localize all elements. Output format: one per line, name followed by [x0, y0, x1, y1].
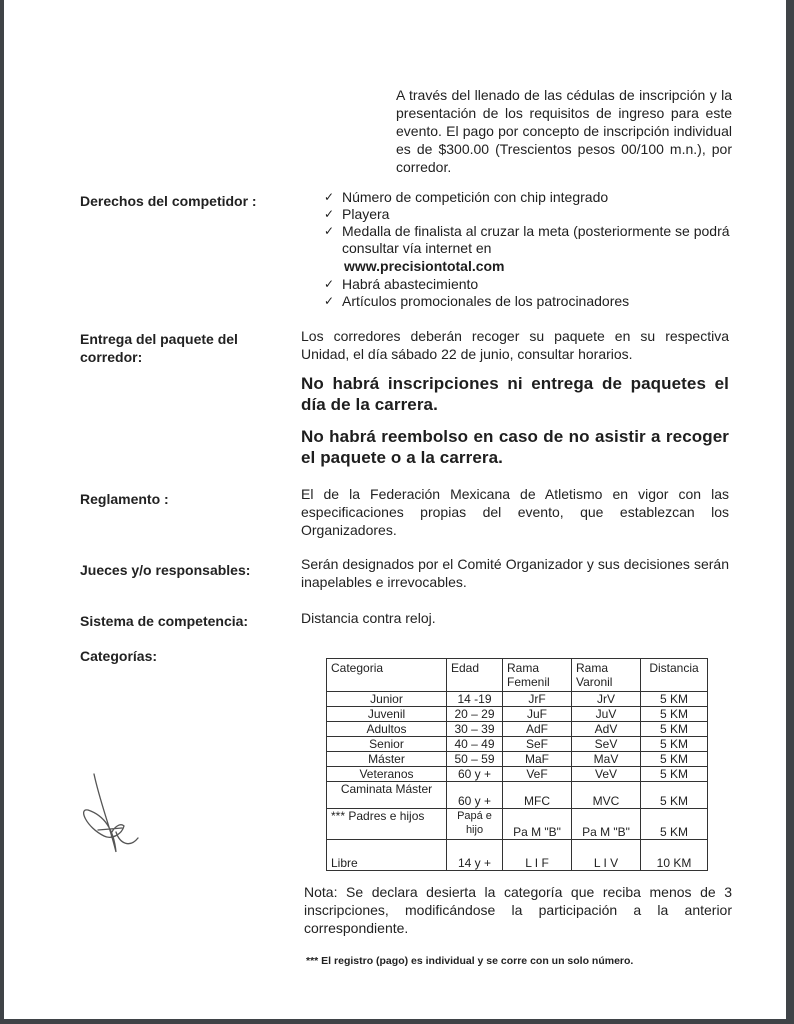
rights-item-text: Número de competición con chip integrado	[342, 189, 609, 205]
cell-distance: 10 KM	[641, 840, 708, 871]
intro-text: A través del llenado de las cédulas de inscripción y la presentación de los requisitos de ingreso para este evento. El pago por concepto de inscripción individual es de $300.00 (Trescientos pesos 00/100 m.n.), por corredor.	[396, 87, 732, 175]
results-url-link[interactable]: www.precisiontotal.com	[344, 258, 505, 274]
cell-category: Junior	[327, 692, 447, 707]
categories-label: Categorías:	[80, 648, 158, 664]
cell-age: 60 y +	[447, 782, 503, 809]
system-text: Distancia contra reloj.	[301, 610, 436, 626]
header-distancia: Distancia	[641, 659, 708, 692]
table-row	[327, 809, 708, 840]
judges-text: Serán designados por el Comité Organizador y sus decisiones serán inapelables e irrevocables.	[301, 556, 729, 590]
package-label: Entrega del paquete del corredor:	[80, 331, 238, 365]
check-icon: ✓	[324, 207, 335, 221]
intro-paragraph	[396, 86, 732, 176]
cell-female-code: JrF	[503, 692, 572, 707]
footnote: *** El registro (pago) es individual y se corre con un solo número.	[306, 955, 634, 967]
cell-age: Papá e hijo	[447, 809, 503, 840]
table-row	[327, 737, 708, 752]
cell-category: Adultos	[327, 722, 447, 737]
rights-label: Derechos del competidor :	[80, 193, 257, 209]
cell-male-code: JuV	[572, 707, 641, 722]
cell-distance: 5 KM	[641, 752, 708, 767]
cell-male-code: MaV	[572, 752, 641, 767]
table-row	[327, 752, 708, 767]
cell-male-code: L I V	[572, 840, 641, 871]
cell-female-code: MFC	[503, 782, 572, 809]
cell-male-code: SeV	[572, 737, 641, 752]
document-page	[4, 0, 786, 1019]
cell-male-code: JrV	[572, 692, 641, 707]
list-item	[318, 223, 738, 257]
cell-category: Senior	[327, 737, 447, 752]
cell-distance: 5 KM	[641, 809, 708, 840]
table-header-row	[327, 659, 708, 692]
package-text: Los corredores deberán recoger su paquete en su respectiva Unidad, el día sábado 22 de junio, consultar horarios.	[301, 328, 729, 362]
signature	[76, 772, 166, 867]
no-registration-notice: No habrá inscripciones ni entrega de paquetes el día de la carrera.	[301, 374, 729, 414]
header-edad: Edad	[447, 659, 503, 692]
header-rama-femenil: Rama Femenil	[503, 659, 572, 692]
header-categoria: Categoria	[327, 659, 447, 692]
cell-female-code: VeF	[503, 767, 572, 782]
rights-item-text: Habrá abastecimiento	[342, 276, 479, 292]
table-row	[327, 782, 708, 809]
list-item	[318, 206, 738, 223]
cell-distance: 5 KM	[641, 722, 708, 737]
rights-item-text: Playera	[342, 206, 390, 222]
cell-category: *** Padres e hijos	[327, 809, 447, 840]
check-icon: ✓	[324, 190, 335, 204]
cell-female-code: AdF	[503, 722, 572, 737]
list-item	[318, 276, 738, 293]
table-row	[327, 692, 708, 707]
table-row	[327, 707, 708, 722]
rules-label: Reglamento :	[80, 491, 169, 507]
cell-male-code: Pa M "B"	[572, 809, 641, 840]
cell-male-code: AdV	[572, 722, 641, 737]
table-row	[327, 767, 708, 782]
table-row	[327, 722, 708, 737]
cell-age: 20 – 29	[447, 707, 503, 722]
cell-female-code: MaF	[503, 752, 572, 767]
list-item	[318, 189, 738, 206]
check-icon: ✓	[324, 224, 335, 238]
no-refund-notice: No habrá reembolso en caso de no asistir a recoger el paquete o a la carrera.	[301, 427, 729, 467]
cell-distance: 5 KM	[641, 707, 708, 722]
check-icon: ✓	[324, 277, 335, 291]
cell-age: 50 – 59	[447, 752, 503, 767]
rights-item-text: Medalla de finalista al cruzar la meta (posteriormente se podrá consultar vía internet en	[342, 223, 730, 256]
cell-distance: 5 KM	[641, 692, 708, 707]
cell-age: 14 y +	[447, 840, 503, 871]
check-icon: ✓	[324, 294, 335, 308]
note-paragraph: Nota: Se declara desierta la categoría que reciba menos de 3 inscripciones, modificándose la participación a la anterior correspondiente.	[304, 884, 732, 936]
cell-age: 60 y +	[447, 767, 503, 782]
cell-female-code: L I F	[503, 840, 572, 871]
cell-category: Caminata Máster	[327, 782, 447, 809]
cell-male-code: VeV	[572, 767, 641, 782]
rights-item-text: Artículos promocionales de los patrocinadores	[342, 293, 630, 309]
cell-category: Juvenil	[327, 707, 447, 722]
header-rama-varonil: Rama Varonil	[572, 659, 641, 692]
cell-female-code: SeF	[503, 737, 572, 752]
signature-icon	[76, 772, 166, 862]
judges-label: Jueces y/o responsables:	[80, 562, 251, 578]
rules-text: El de la Federación Mexicana de Atletismo en vigor con las especificaciones propias del evento, que establezcan los Organizadores.	[301, 486, 729, 538]
cell-category: Libre	[327, 840, 447, 871]
cell-male-code: MVC	[572, 782, 641, 809]
cell-female-code: Pa M "B"	[503, 809, 572, 840]
cell-distance: 5 KM	[641, 767, 708, 782]
cell-category: Veteranos	[327, 767, 447, 782]
system-label: Sistema de competencia:	[80, 613, 249, 629]
cell-distance: 5 KM	[641, 737, 708, 752]
list-item	[318, 293, 738, 310]
cell-age: 40 – 49	[447, 737, 503, 752]
rights-list	[318, 189, 738, 310]
categories-table	[326, 658, 708, 871]
cell-female-code: JuF	[503, 707, 572, 722]
cell-category: Máster	[327, 752, 447, 767]
cell-age: 14 -19	[447, 692, 503, 707]
table-row	[327, 840, 708, 871]
cell-age: 30 – 39	[447, 722, 503, 737]
cell-distance: 5 KM	[641, 782, 708, 809]
